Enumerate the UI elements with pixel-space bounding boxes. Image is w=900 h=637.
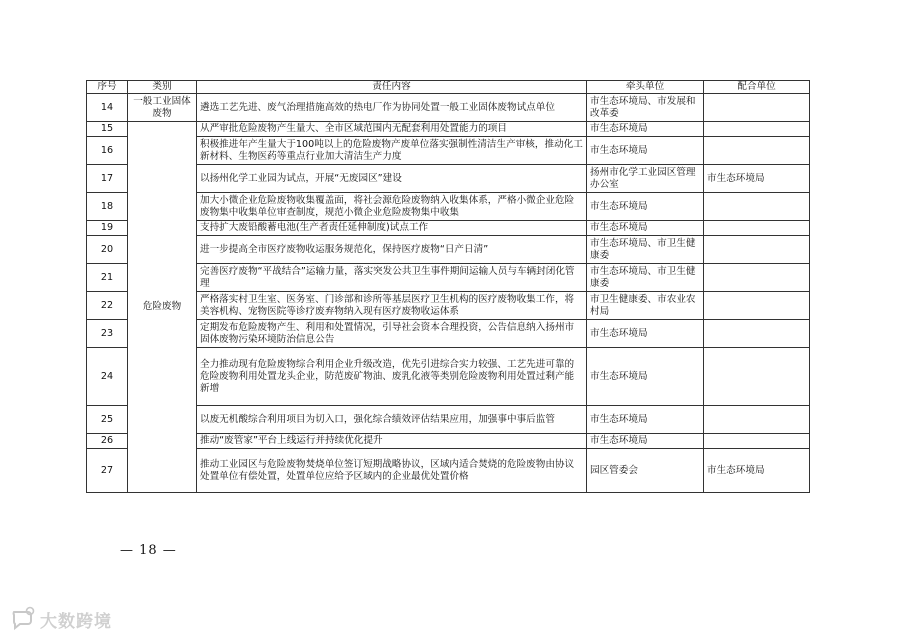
chat-bubble-icon — [10, 606, 36, 632]
row-seq: 21 — [87, 264, 128, 292]
responsibility-table-container — [86, 80, 810, 493]
row-coop-unit — [704, 236, 810, 264]
row-coop-unit — [704, 320, 810, 348]
row-lead-unit: 市生态环境局、市卫生健康委 — [587, 264, 704, 292]
category-general: 一般工业固体废物 — [128, 94, 197, 122]
watermark — [10, 606, 112, 632]
row-lead-unit: 扬州市化学工业园区管理办公室 — [587, 165, 704, 193]
row-lead-unit: 园区管委会 — [587, 449, 704, 493]
row-coop-unit — [704, 434, 810, 449]
row-lead-unit: 市生态环境局、市卫生健康委 — [587, 236, 704, 264]
header-category: 类别 — [128, 81, 197, 94]
responsibility-table — [86, 80, 810, 493]
table-row — [87, 122, 810, 137]
row-content: 支持扩大废铅酸蓄电池(生产者责任延伸制度)试点工作 — [197, 221, 587, 236]
row-lead-unit: 市生态环境局 — [587, 434, 704, 449]
page-number: — 18 — — [120, 543, 177, 558]
row-content: 以扬州化学工业园为试点，开展“无废园区”建设 — [197, 165, 587, 193]
row-coop-unit — [704, 292, 810, 320]
row-content: 推动“废管家”平台上线运行并持续优化提升 — [197, 434, 587, 449]
row-coop-unit — [704, 122, 810, 137]
row-content: 积极推进年产生量大于100吨以上的危险废物产废单位落实强制性清洁生产审核，推动化工新材料、生物医药等重点行业加大清洁生产力度 — [197, 137, 587, 165]
row-seq: 19 — [87, 221, 128, 236]
header-content: 责任内容 — [197, 81, 587, 94]
row-coop-unit — [704, 221, 810, 236]
table-row — [87, 94, 810, 122]
row-lead-unit: 市生态环境局 — [587, 122, 704, 137]
row-seq: 18 — [87, 193, 128, 221]
row-seq: 20 — [87, 236, 128, 264]
row-seq: 23 — [87, 320, 128, 348]
row-lead-unit: 市卫生健康委、市农业农村局 — [587, 292, 704, 320]
row-content: 从严审批危险废物产生量大、全市区域范围内无配套利用处置能力的项目 — [197, 122, 587, 137]
row-coop-unit: 市生态环境局 — [704, 165, 810, 193]
row-seq: 22 — [87, 292, 128, 320]
row-content: 进一步提高全市医疗废物收运服务规范化，保持医疗废物“日产日清” — [197, 236, 587, 264]
row-content: 全力推动现有危险废物综合利用企业升级改造，优先引进综合实力较强、工艺先进可靠的危险废物利用处置龙头企业，防范废矿物油、废乳化液等类别危险废物利用处置过剩产能新增 — [197, 348, 587, 406]
row-seq: 15 — [87, 122, 128, 137]
category-hazardous: 危险废物 — [128, 122, 197, 493]
row-coop-unit — [704, 137, 810, 165]
row-content: 加大小微企业危险废物收集覆盖面，将社会源危险废物纳入收集体系，严格小微企业危险废物集中收集单位审查制度，规范小微企业危险废物集中收集 — [197, 193, 587, 221]
header-seq: 序号 — [87, 81, 128, 94]
row-lead-unit: 市生态环境局 — [587, 348, 704, 406]
row-lead-unit: 市生态环境局、市发展和改革委 — [587, 94, 704, 122]
row-lead-unit: 市生态环境局 — [587, 137, 704, 165]
row-seq: 27 — [87, 449, 128, 493]
watermark-text: 大数跨境 — [40, 611, 112, 632]
header-lead-unit: 牵头单位 — [587, 81, 704, 94]
row-content: 完善医疗废物“平战结合”运输力量，落实突发公共卫生事件期间运输人员与车辆封闭化管理 — [197, 264, 587, 292]
row-content: 遴选工艺先进、废气治理措施高效的热电厂作为协同处置一般工业固体废物试点单位 — [197, 94, 587, 122]
row-seq: 25 — [87, 406, 128, 434]
row-content: 以废无机酸综合利用项目为切入口，强化综合绩效评估结果应用，加强事中事后监管 — [197, 406, 587, 434]
row-coop-unit — [704, 264, 810, 292]
row-seq: 26 — [87, 434, 128, 449]
row-seq: 17 — [87, 165, 128, 193]
row-seq: 16 — [87, 137, 128, 165]
row-lead-unit: 市生态环境局 — [587, 221, 704, 236]
row-seq: 24 — [87, 348, 128, 406]
header-coop-unit: 配合单位 — [704, 81, 810, 94]
row-coop-unit — [704, 193, 810, 221]
row-coop-unit — [704, 94, 810, 122]
row-lead-unit: 市生态环境局 — [587, 193, 704, 221]
row-content: 推动工业园区与危险废物焚烧单位签订短期战略协议，区域内适合焚烧的危险废物由协议处置单位有偿处置，处置单位应给予区域内的企业最优处置价格 — [197, 449, 587, 493]
row-seq: 14 — [87, 94, 128, 122]
row-coop-unit: 市生态环境局 — [704, 449, 810, 493]
row-coop-unit — [704, 348, 810, 406]
row-content: 严格落实村卫生室、医务室、门诊部和诊所等基层医疗卫生机构的医疗废物收集工作，将美容机构、宠物医院等诊疗废弃物纳入现有医疗废物收运体系 — [197, 292, 587, 320]
row-lead-unit: 市生态环境局 — [587, 320, 704, 348]
row-lead-unit: 市生态环境局 — [587, 406, 704, 434]
row-content: 定期发布危险废物产生、利用和处置情况，引导社会资本合理投资，公告信息纳入扬州市固体废物污染环境防治信息公告 — [197, 320, 587, 348]
header-row — [87, 81, 810, 94]
row-coop-unit — [704, 406, 810, 434]
